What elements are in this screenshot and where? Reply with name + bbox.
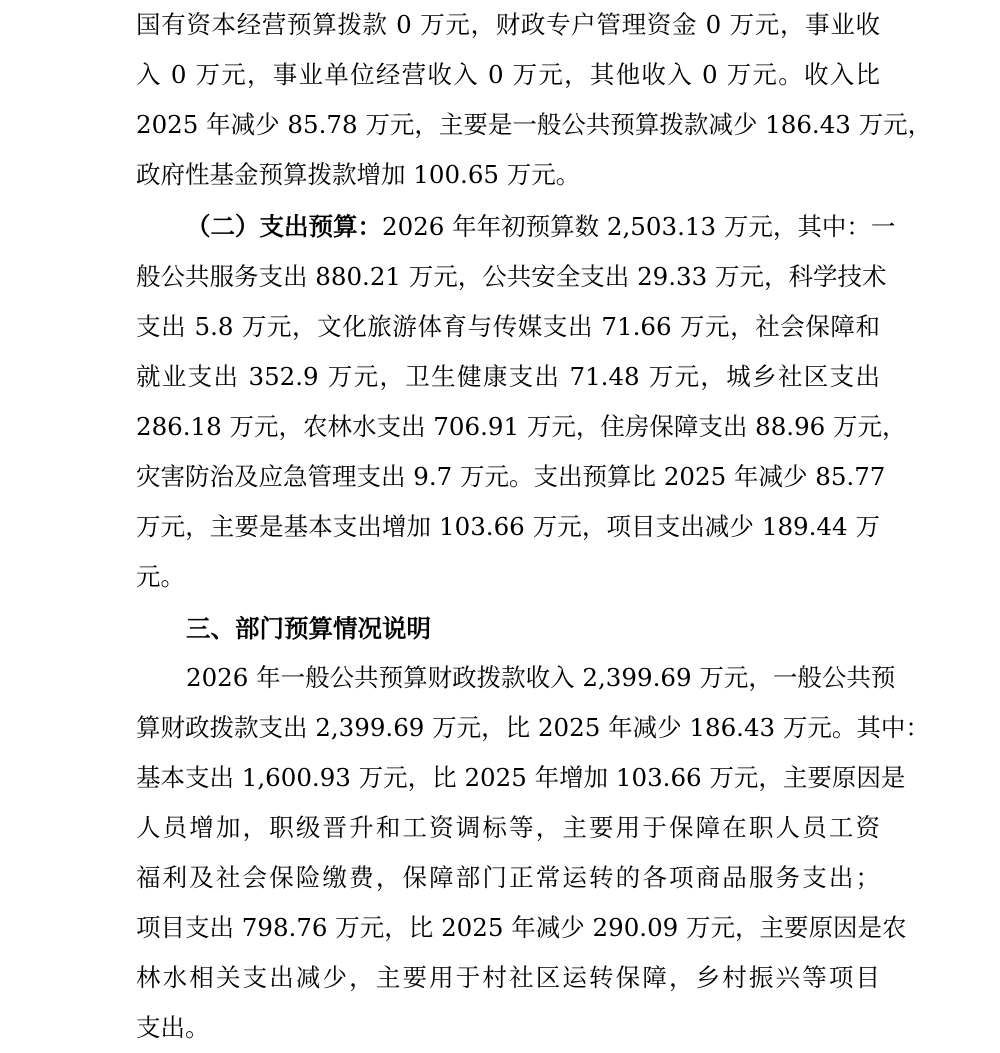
income-line-2: 入 0 万元，事业单位经营收入 0 万元，其他收入 0 万元。收入比 bbox=[136, 60, 880, 89]
department-line-4: 人员增加，职级晋升和工资调标等，主要用于保障在职人员工资 bbox=[136, 813, 880, 842]
expenditure-line-6: 灾害防治及应急管理支出 9.7 万元。支出预算比 2025 年减少 85.77 bbox=[136, 462, 886, 491]
department-line-2: 算财政拨款支出 2,399.69 万元，比 2025 年减少 186.43 万元。其中： bbox=[136, 713, 930, 742]
expenditure-line-1-text: 2026 年年初预算数 2,503.13 万元，其中：一 bbox=[382, 212, 896, 241]
department-line-3: 基本支出 1,600.93 万元，比 2025 年增加 103.66 万元，主要原因是 bbox=[136, 763, 906, 792]
department-line-8: 支出。 bbox=[136, 1013, 210, 1042]
expenditure-line-1 bbox=[186, 202, 896, 252]
expenditure-line-5: 286.18 万元，农林水支出 706.91 万元，住房保障支出 88.96 万元， bbox=[136, 412, 907, 441]
income-line-4: 政府性基金预算拨款增加 100.65 万元。 bbox=[136, 160, 581, 189]
expenditure-line-3: 支出 5.8 万元，文化旅游体育与传媒支出 71.66 万元，社会保障和 bbox=[136, 312, 880, 341]
department-line-7: 林水相关支出减少，主要用于村社区运转保障，乡村振兴等项目 bbox=[136, 963, 880, 992]
income-line-3: 2025 年减少 85.78 万元，主要是一般公共预算拨款减少 186.43 万元， bbox=[136, 110, 933, 139]
department-line-1: 2026 年一般公共预算财政拨款收入 2,399.69 万元，一般公共预 bbox=[186, 663, 896, 692]
expenditure-lead-label: （二）支出预算： bbox=[186, 212, 382, 241]
expenditure-line-4: 就业支出 352.9 万元，卫生健康支出 71.48 万元，城乡社区支出 bbox=[136, 362, 880, 391]
expenditure-line-7: 万元，主要是基本支出增加 103.66 万元，项目支出减少 189.44 万 bbox=[136, 512, 880, 541]
income-line-1: 国有资本经营预算拨款 0 万元，财政专户管理资金 0 万元，事业收 bbox=[136, 10, 880, 39]
expenditure-line-2: 般公共服务支出 880.21 万元，公共安全支出 29.33 万元，科学技术 bbox=[136, 262, 887, 291]
expenditure-line-8: 元。 bbox=[136, 562, 185, 591]
department-line-5: 福利及社会保险缴费，保障部门正常运转的各项商品服务支出； bbox=[136, 863, 880, 892]
section-heading: 三、部门预算情况说明 bbox=[186, 614, 431, 643]
department-line-6: 项目支出 798.76 万元，比 2025 年减少 290.09 万元，主要原因是农 bbox=[136, 913, 907, 942]
